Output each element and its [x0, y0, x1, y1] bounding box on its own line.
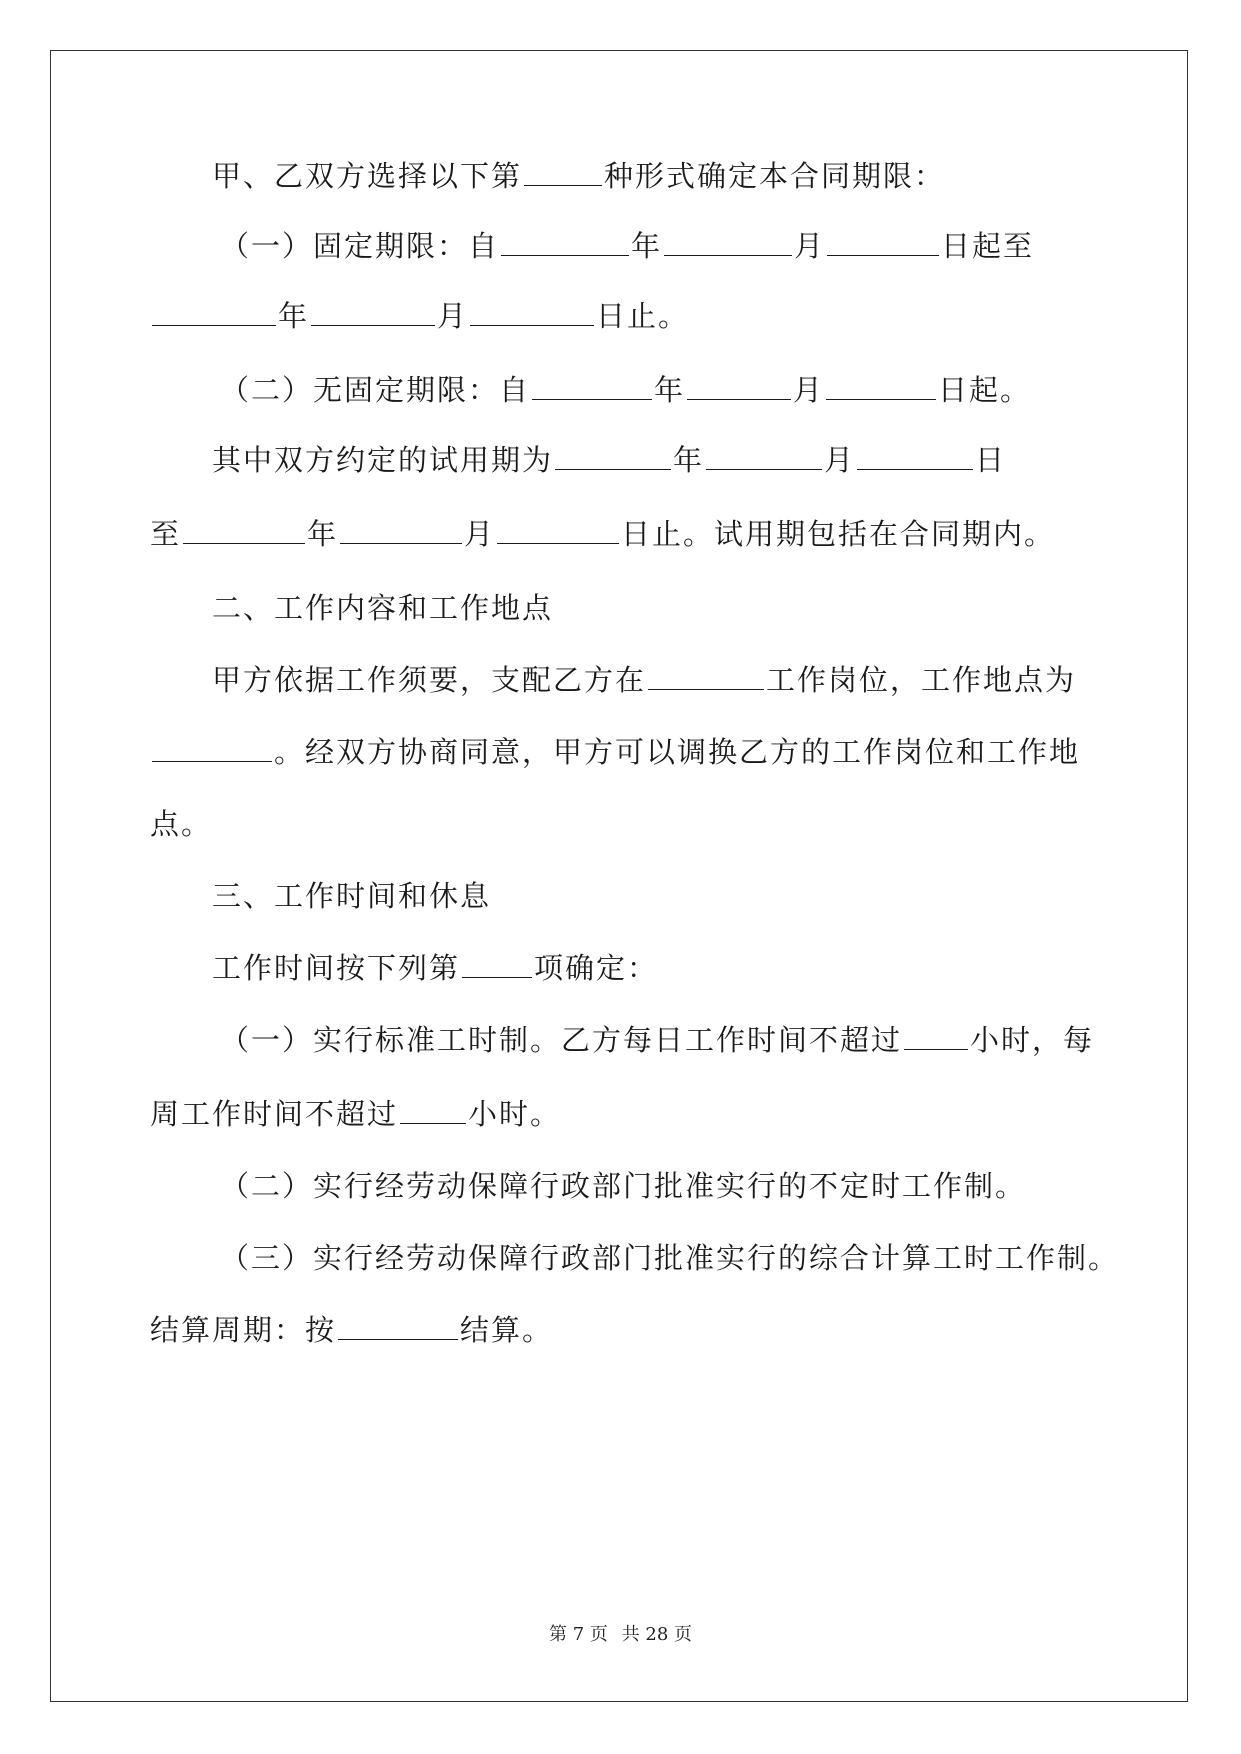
text-segment: 日起。	[938, 373, 1032, 407]
blank-field-position[interactable]	[648, 663, 764, 690]
text-segment: 小时，每	[970, 1023, 1095, 1057]
text-segment: 月	[824, 443, 856, 477]
text-segment: 月	[793, 373, 825, 407]
text-segment: 年	[307, 517, 339, 551]
page-number: 第 7 页	[549, 1624, 608, 1645]
blank-field-probation-end-month[interactable]	[340, 517, 462, 544]
probation-line	[212, 440, 1006, 480]
text-segment: 。经双方协商同意，甲方可以调换乙方的工作岗位和工作地	[274, 735, 1081, 769]
blank-field-probation-start-day[interactable]	[857, 443, 973, 470]
blank-field-location[interactable]	[152, 735, 272, 762]
text-segment: 年	[278, 299, 310, 333]
text-segment: 年	[673, 443, 705, 477]
section-title: 三、工作时间和休息	[212, 879, 492, 913]
blank-field-probation-end-day[interactable]	[497, 517, 619, 544]
total-pages: 共 28 页	[621, 1624, 692, 1645]
open-term-line	[220, 370, 1031, 410]
text-segment: 年	[631, 229, 663, 263]
fixed-term-line	[220, 226, 1034, 266]
text-segment: 种形式确定本合同期限：	[604, 159, 946, 193]
text-segment: （二）无固定期限：自	[220, 373, 531, 407]
blank-field-term-type[interactable]	[524, 159, 602, 186]
blank-field-end-month[interactable]	[311, 299, 435, 326]
fixed-term-end-line	[150, 296, 689, 336]
blank-field-start-year[interactable]	[501, 229, 629, 256]
blank-field-start-day[interactable]	[827, 229, 939, 256]
text-segment: （二）实行经劳动保障行政部门批准实行的不定时工作制。	[220, 1169, 1027, 1203]
page-footer	[0, 1620, 1241, 1646]
text-segment: 点。	[150, 807, 213, 841]
work-location-line-end	[150, 804, 212, 844]
text-segment: （一）实行标准工时制。乙方每日工作时间不超过	[220, 1023, 903, 1057]
text-segment: 日起至	[941, 229, 1035, 263]
blank-field-hours-option[interactable]	[462, 951, 532, 978]
text-segment: 小时。	[468, 1097, 562, 1131]
blank-field-daily-hours[interactable]	[904, 1023, 968, 1050]
settlement-period-line	[150, 1310, 553, 1350]
blank-field-weekly-hours[interactable]	[400, 1097, 466, 1124]
text-segment: 工作岗位，工作地点为	[766, 663, 1077, 697]
work-hours-option-line	[212, 948, 658, 988]
text-segment: 月	[794, 229, 826, 263]
blank-field-probation-end-year[interactable]	[183, 517, 305, 544]
text-segment: 日止。试用期包括在合同期内。	[621, 517, 1056, 551]
flexible-hours-line	[220, 1166, 1026, 1206]
text-segment: 项确定：	[534, 951, 659, 985]
section-title: 二、工作内容和工作地点	[212, 591, 554, 625]
probation-end-line	[150, 514, 1055, 554]
blank-field-probation-start-year[interactable]	[555, 443, 671, 470]
work-position-line	[212, 660, 1076, 700]
weekly-hours-line	[150, 1094, 561, 1134]
text-segment: 结算。	[460, 1313, 554, 1347]
section-heading-work-content	[212, 588, 553, 628]
blank-field-end-day[interactable]	[470, 299, 594, 326]
text-segment: 结算周期：按	[150, 1313, 337, 1347]
blank-field-open-day[interactable]	[826, 373, 936, 400]
standard-hours-line	[220, 1020, 1094, 1060]
text-segment: 月	[464, 517, 496, 551]
text-segment: 甲方依据工作须要，支配乙方在	[212, 663, 647, 697]
text-segment: 日	[975, 443, 1007, 477]
blank-field-end-year[interactable]	[152, 299, 276, 326]
blank-field-probation-start-month[interactable]	[706, 443, 822, 470]
text-segment: 月	[437, 299, 469, 333]
text-segment: 其中双方约定的试用期为	[212, 443, 554, 477]
text-segment: 周工作时间不超过	[150, 1097, 399, 1131]
blank-field-open-year[interactable]	[532, 373, 652, 400]
text-segment: 工作时间按下列第	[212, 951, 461, 985]
text-segment: 至	[150, 517, 182, 551]
contract-term-selection-line	[212, 156, 945, 196]
comprehensive-hours-line	[220, 1238, 1119, 1278]
text-segment: 甲、乙双方选择以下第	[212, 159, 523, 193]
work-location-line	[150, 732, 1080, 772]
blank-field-settlement-period[interactable]	[338, 1313, 458, 1340]
text-segment: （三）实行经劳动保障行政部门批准实行的综合计算工时工作制。	[220, 1241, 1120, 1275]
text-segment: 年	[654, 373, 686, 407]
text-segment: （一）固定期限：自	[220, 229, 500, 263]
blank-field-open-month[interactable]	[687, 373, 791, 400]
blank-field-start-month[interactable]	[664, 229, 792, 256]
text-segment: 日止。	[596, 299, 690, 333]
section-heading-work-hours	[212, 876, 491, 916]
